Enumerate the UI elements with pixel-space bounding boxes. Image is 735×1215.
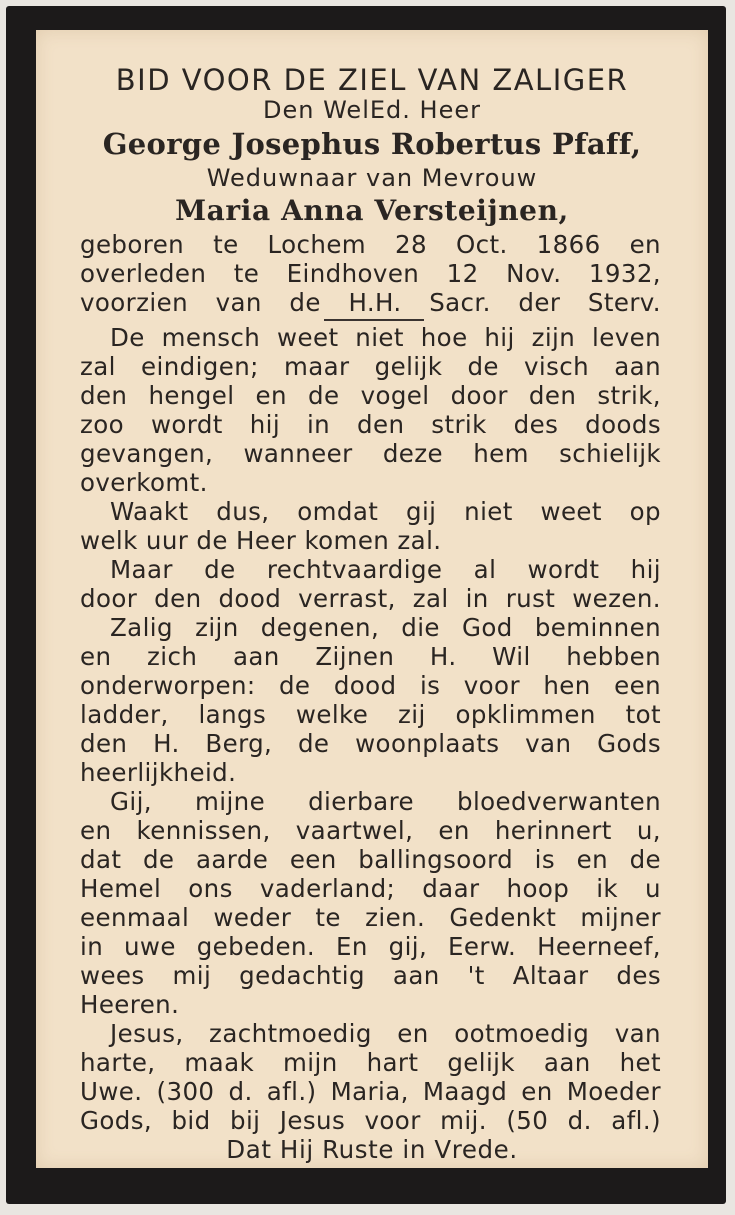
body-line: zal eindigen; maar gelijk de visch aan [80, 352, 661, 381]
heading-prayer: BID VOOR DE ZIEL VAN ZALIGER [115, 63, 629, 97]
body-line: door den dood verrast, zal in rust wezen. [80, 584, 661, 613]
body-line: Gods, bid bij Jesus voor mij. (50 d. afl.) [80, 1106, 661, 1135]
body-line: dat de aarde een ballingsoord is en de [80, 845, 661, 874]
body-line: Jesus, zachtmoedig en ootmoedig van [110, 1019, 661, 1048]
body-line: overkomt. [80, 468, 208, 497]
body-line: Gij, mijne dierbare bloedverwanten [110, 787, 661, 816]
body-line: gevangen, wanneer deze hem schielijk [80, 439, 661, 468]
spouse-name: Maria Anna Versteijnen, [175, 194, 569, 227]
body-line: Hemel ons vaderland; daar hoop ik u [80, 874, 661, 903]
closing-line: Dat Hij Ruste in Vrede. [226, 1135, 518, 1164]
widower-line: Weduwnaar van Mevrouw [206, 164, 538, 192]
body-line: De mensch weet niet hoe hij zijn leven [110, 323, 661, 352]
divider-rule [324, 319, 424, 321]
body-line: eenmaal weder te zien. Gedenkt mijner [80, 903, 661, 932]
body-line: harte, maak mijn hart gelijk aan het [80, 1048, 661, 1077]
birth-line: geboren te Lochem 28 Oct. 1866 en [80, 230, 661, 259]
body-line: welk uur de Heer komen zal. [80, 526, 442, 555]
death-line: overleden te Eindhoven 12 Nov. 1932, [80, 259, 661, 288]
body-line: en kennissen, vaartwel, en herinnert u, [80, 816, 661, 845]
body-line: Uwe. (300 d. afl.) Maria, Maagd en Moeder [80, 1077, 661, 1106]
body-line: Heeren. [80, 990, 180, 1019]
heading-title: Den WelEd. Heer [263, 96, 481, 124]
body-line: zoo wordt hij in den strik des doods [80, 410, 661, 439]
body-line: Zalig zijn degenen, die God beminnen [110, 613, 661, 642]
body-line: Waakt dus, omdat gij niet weet op [110, 497, 661, 526]
sacraments-line: voorzien van de H.H. Sacr. der Sterv. [80, 288, 661, 317]
body-line: in uwe gebeden. En gij, Eerw. Heerneef, [80, 932, 661, 961]
body-line: en zich aan Zijnen H. Wil hebben [80, 642, 661, 671]
card-content [36, 30, 708, 1168]
deceased-name: George Josephus Robertus Pfaff, [102, 127, 642, 161]
body-line: onderworpen: de dood is voor hen een [80, 671, 661, 700]
body-line: den hengel en de vogel door den strik, [80, 381, 661, 410]
body-line: den H. Berg, de woonplaats van Gods [80, 729, 661, 758]
card-paper [36, 30, 708, 1168]
body-line: ladder, langs welke zij opklimmen tot [80, 700, 661, 729]
body-line: Maar de rechtvaardige al wordt hij [110, 555, 661, 584]
body-line: wees mij gedachtig aan 't Altaar des [80, 961, 661, 990]
body-line: heerlijkheid. [80, 758, 237, 787]
